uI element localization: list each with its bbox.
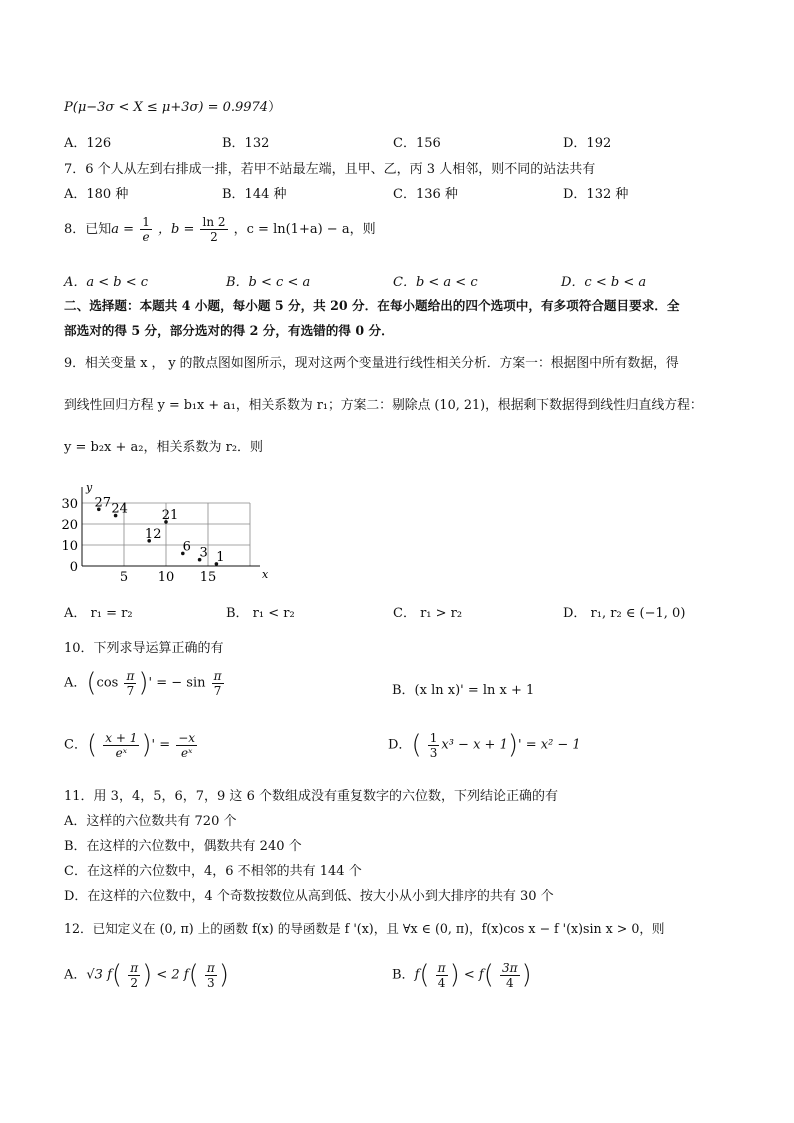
q12-option-a: A．√3 f( $\frac{\pi}{2}$ ) < 2 f( $\frac{\pi}{3}$ ) xyxy=(64,960,229,990)
q8-option-d: D．c < b < a xyxy=(561,275,647,290)
question-7: 7．6 个人从左到右排成一排，若甲不站最左端，且甲、乙，丙 3 人相邻，则不同的站法共有 xyxy=(64,162,596,177)
question-9-line3: y = b₂x + a₂，相关系数为 r₂．则 xyxy=(64,440,264,455)
q11-option-c: C．在这样的六位数中，4，6 不相邻的共有 144 个 xyxy=(64,864,362,879)
data-point-label: 1 xyxy=(216,549,225,565)
x-tick-label: 15 xyxy=(199,570,217,585)
q7-option-d: D．132 种 xyxy=(563,187,629,202)
question-10: 10．下列求导运算正确的有 xyxy=(64,641,224,656)
question-9-line1: 9．相关变量 x ， y 的散点图如图所示，现对这两个变量进行线性相关分析．方案一：根据图中所有数据，得 xyxy=(64,356,679,371)
data-point-label: 21 xyxy=(161,507,179,523)
y-tick-label: 0 xyxy=(69,560,78,575)
q10-option-a: A．(cos $\frac{\pi}{7}$ )' = − sin $\frac{\pi}{7}$ xyxy=(64,668,222,698)
scatter-ticks xyxy=(61,497,216,585)
x-tick-label: 10 xyxy=(157,570,175,585)
q8-option-c: C．b < a < c xyxy=(393,275,478,290)
prev-question-formula: P(μ−3σ < X ≤ μ+3σ) = 0.9974） xyxy=(64,100,282,115)
q9-option-c: C． r₁ > r₂ xyxy=(393,606,463,621)
prev-option-a: A．126 xyxy=(64,136,112,151)
prev-option-b: B．132 xyxy=(222,136,270,151)
y-tick-label: 10 xyxy=(61,539,78,554)
q8-frac-b: $\frac{\ln 2}{2}$ xyxy=(202,215,226,244)
y-axis-label: y xyxy=(86,481,93,494)
q10-option-b: B．(x ln x)' = ln x + 1 xyxy=(392,683,535,698)
q8-option-b: B．b < c < a xyxy=(226,275,311,290)
question-11: 11．用 3，4，5，6，7，9 这 6 个数组成没有重复数字的六位数，下列结论正确的有 xyxy=(64,789,558,804)
data-point-label: 12 xyxy=(144,526,162,542)
question-12: 12．已知定义在 (0, π) 上的函数 f(x) 的导函数是 f '(x)，且 ∀x ∈ (0, π)，f(x)cos x − f '(x)sin x > 0，则 xyxy=(64,921,665,936)
q9-option-b: B． r₁ < r₂ xyxy=(226,606,295,621)
q11-option-d: D．在这样的六位数中，4 个奇数按数位从高到低、按大小从小到大排序的共有 30 个 xyxy=(64,889,554,904)
q9-option-d: D． r₁, r₂ ∈ (−1, 0) xyxy=(563,606,686,621)
q8-option-a: A．a < b < c xyxy=(64,275,149,290)
section-2-heading-cont: 部选对的得 5 分，部分选对的得 2 分，有选错的得 0 分． xyxy=(64,323,394,338)
prev-option-c: C．156 xyxy=(393,136,441,151)
q7-option-a: A．180 种 xyxy=(64,187,129,202)
data-point-label: 24 xyxy=(111,501,128,517)
question-8: 8．已知a = $\frac{1}{e}$ ，b = $\frac{\ln 2}{2}$ ，c = ln(1+a) − a，则 xyxy=(64,215,376,244)
x-axis-label: x xyxy=(262,568,269,581)
data-point-label: 27 xyxy=(94,495,112,511)
q9-option-a: A． r₁ = r₂ xyxy=(64,606,133,621)
scatter-plot xyxy=(61,478,269,586)
scatter-points xyxy=(95,495,225,565)
q11-option-b: B．在这样的六位数中，偶数共有 240 个 xyxy=(64,839,302,854)
q7-option-b: B．144 种 xyxy=(222,187,287,202)
y-tick-label: 30 xyxy=(61,497,78,512)
q10-option-d: D．( $\frac{1}{3}$ x³ − x + 1)' = x² − 1 xyxy=(388,730,581,760)
section-2-heading: 二、选择题：本题共 4 小题，每小题 5 分，共 20 分．在每小题给出的四个选项中，有多项符合题目要求．全 xyxy=(64,298,680,313)
q11-option-a: A．这样的六位数共有 720 个 xyxy=(64,814,237,829)
prev-option-d: D．192 xyxy=(563,136,612,151)
q7-option-c: C．136 种 xyxy=(393,187,458,202)
q10-option-c: C．( $\frac{x + 1}{\text{eˣ}}$ )' = $\frac{-x}{\text{eˣ}}$ xyxy=(64,730,196,760)
question-9-line2: 到线性回归方程 y = b₁x + a₁，相关系数为 r₁；方案二：剔除点 (10, 21)，根据剩下数据得到线性归直线方程： xyxy=(64,398,703,413)
data-point-label: 3 xyxy=(199,545,208,561)
x-tick-label: 5 xyxy=(119,570,129,585)
data-point-label: 6 xyxy=(182,539,191,555)
q8-frac-a: $\frac{1}{e}$ xyxy=(142,215,150,244)
q12-option-b: B．f( $\frac{\pi}{4}$ ) < f( $\frac{3\pi}{4}$ ) xyxy=(392,960,532,990)
y-tick-label: 20 xyxy=(61,518,78,533)
